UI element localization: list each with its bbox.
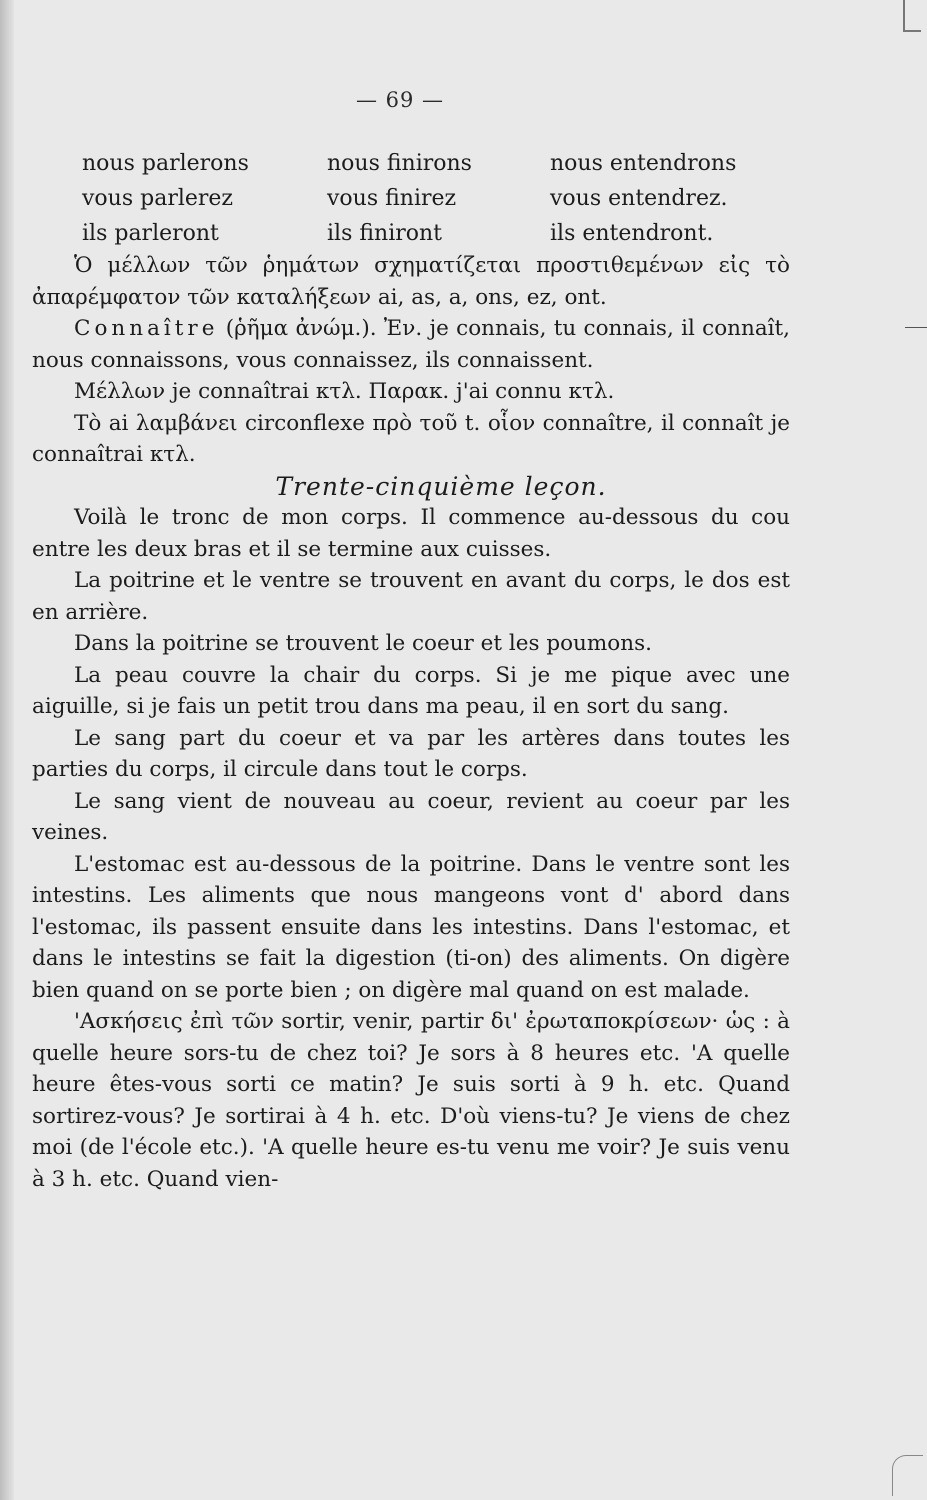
lesson-heading: Trente-cinquième leçon. [275,471,607,501]
conjugation-column-parler [82,146,249,251]
connaitre-word: Connaître [74,316,219,341]
circumflex-rule: Τὸ ai λαμβάνει circonflexe πρὸ τοῦ t. οἷον connaître, il connaît je connaîtrai κτλ. [32,410,790,467]
corner-mark [903,0,921,32]
conjugation-line: nous finirons [327,151,472,176]
conjugation-line: vous parlerez [82,186,234,211]
page-body [32,250,790,1195]
conjugation-line: nous parlerons [82,151,249,176]
connaitre-future: Μέλλων je connaîtrai κτλ. Παρακ. j'ai connu κτλ. [74,379,615,404]
binding-shadow [0,0,14,1500]
connaitre-conjugation: (ῥῆμα ἀνώμ.). Ἐν. je connais, tu connais, il connaît, nous connaissons, vous connaissez, ils connaissent. [32,316,790,373]
lesson-paragraph: Le sang vient de nouveau au coeur, revient au coeur par les veines. [32,788,790,845]
page-curl [892,1455,923,1496]
lesson-paragraph: Voilà le tronc de mon corps. Il commence au-dessous du cou entre les deux bras et il se termine aux cuisses. [32,505,790,562]
lesson-paragraph: Le sang part du coeur et va par les artères dans toutes les parties du corps, il circule dans tout le corps. [32,725,790,782]
conjugation-line: ils entendront. [550,221,714,246]
lesson-paragraph: Dans la poitrine se trouvent le coeur et les poumons. [74,631,652,656]
conjugation-column-finir [327,146,472,251]
conjugation-line: nous entendrons [550,151,737,176]
conjugation-line: ils parleront [82,221,219,246]
future-tense-rule: Ὁ μέλλων τῶν ῥημάτων σχηματίζεται προστιθεμένων εἰς τὸ ἀπαρέμφατον τῶν καταλήξεων ai, as, a, ons, ez, ont. [32,253,790,310]
conjugation-line: vous entendrez. [550,186,728,211]
lesson-paragraph: La poitrine et le ventre se trouvent en avant du corps, le dos est en arrière. [32,568,790,625]
conjugation-line: vous finirez [327,186,457,211]
exercise-paragraph: 'Ασκήσεις ἐπὶ τῶν sortir, venir, partir δι' ἐρωταποκρίσεων· ὡς : à quelle heure sors-tu de chez toi? Je sors à 8 heures etc. 'A quelle heure êtes-vous sorti ce matin? Je suis sorti à 9 h. etc. Quand sortirez-vous? Je sortirai à 4 h. etc. D'où viens-tu? Je viens de chez moi (de l'école etc.). 'A quelle heure es-tu venu me voir? Je suis venu à 3 h. etc. Quand vien- [32,1009,790,1192]
conjugation-column-entendre [550,146,736,251]
conjugation-table [82,146,802,246]
margin-mark [905,327,927,328]
lesson-paragraph: L'estomac est au-dessous de la poitrine. Dans le ventre sont les intestins. Les aliments que nous mangeons vont d' abord dans l'estomac, ils passent ensuite dans les intestins. Dans l'estomac, et dans le intestins se fait la digestion (ti-on) des aliments. On digère bien quand on se porte bien ; on digère mal quand on est malade. [32,851,790,1003]
lesson-paragraph: La peau couvre la chair du corps. Si je me pique avec une aiguille, si je fais un petit trou dans ma peau, il en sort du sang. [32,662,790,719]
connaitre-paragraph [32,313,790,376]
page-number: — 69 — [355,88,445,112]
conjugation-line: ils finiront [327,221,443,246]
